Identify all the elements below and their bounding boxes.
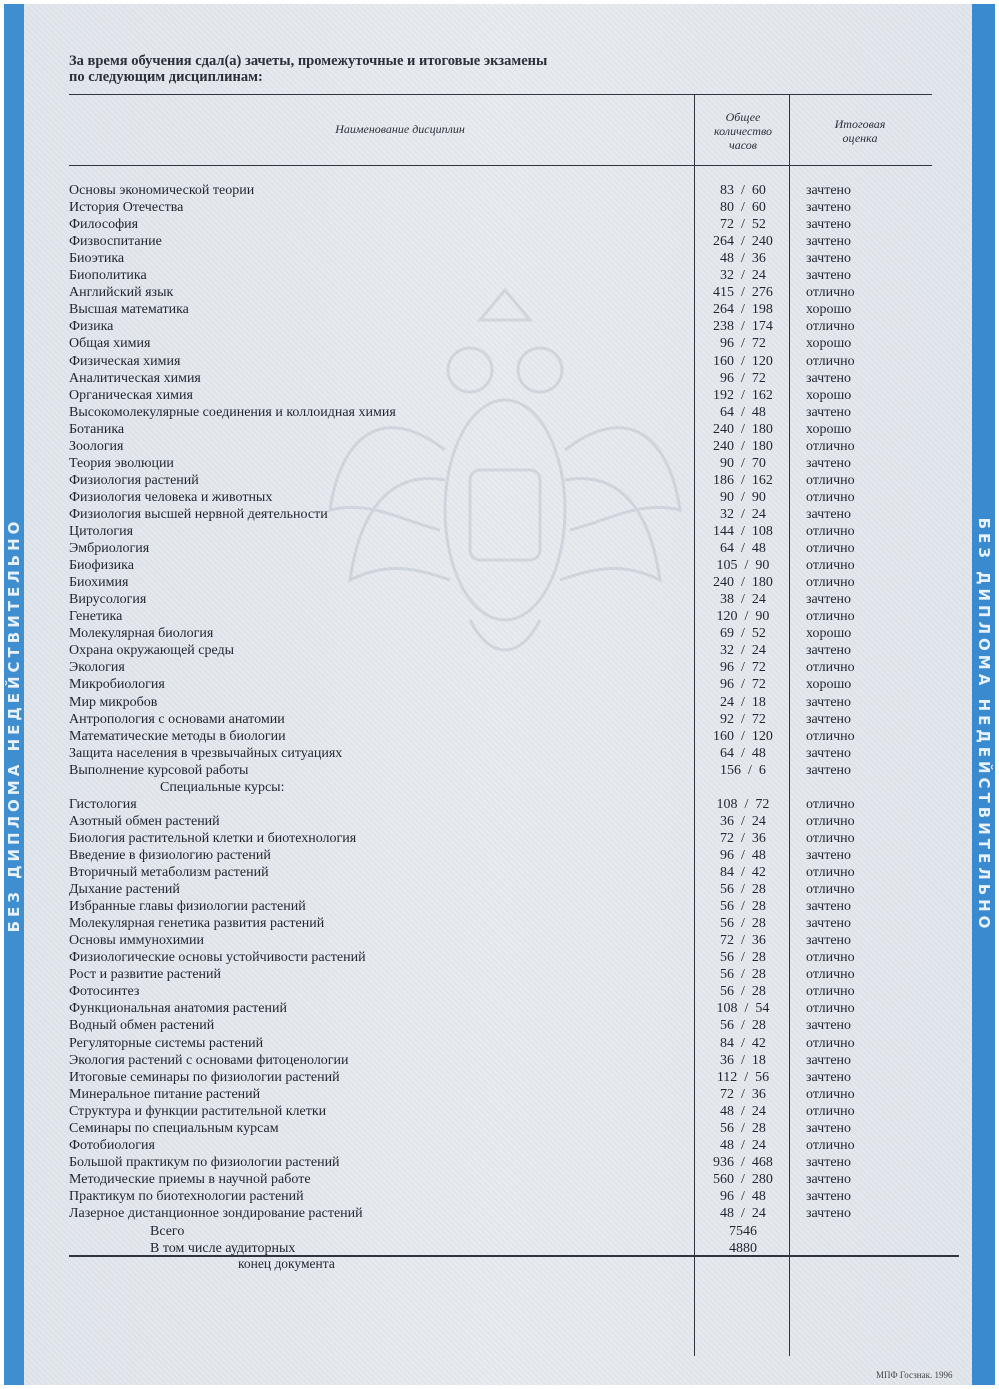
discipline-hours: 108 / 72: [716, 797, 770, 812]
special-courses-header: Специальные курсы:: [160, 780, 285, 795]
discipline-name: Биоэтика: [69, 251, 125, 266]
table-row: [0, 1205, 999, 1222]
table-row: [0, 1103, 999, 1120]
discipline-name: Лазерное дистанционное зондирование растений: [69, 1206, 363, 1221]
discipline-grade: отлично: [806, 984, 855, 999]
discipline-name: Экология: [69, 660, 125, 675]
discipline-grade: зачтено: [806, 183, 852, 198]
discipline-name: Органическая химия: [69, 388, 193, 403]
table-row: [0, 455, 999, 472]
discipline-grade: зачтено: [806, 234, 852, 249]
table-row: [0, 625, 999, 642]
table-row: [0, 557, 999, 574]
printer-mark: МПФ Госзнак. 1996: [876, 1370, 953, 1380]
discipline-hours: 264 / 198: [713, 302, 773, 317]
table-row: [0, 591, 999, 608]
table-row: [0, 284, 999, 301]
right-band-text: БЕЗ ДИПЛОМА НЕДЕЙСТВИТЕЛЬНО: [974, 517, 993, 932]
table-row: [0, 489, 999, 506]
discipline-grade: отлично: [806, 882, 855, 897]
discipline-hours: 144 / 108: [713, 524, 773, 539]
discipline-grade: отлично: [806, 285, 855, 300]
discipline-grade: хорошо: [806, 626, 852, 641]
discipline-grade: зачтено: [806, 746, 852, 761]
discipline-grade: отлично: [806, 1036, 855, 1051]
discipline-name: Общая химия: [69, 336, 151, 351]
discipline-hours: 72 / 36: [720, 831, 766, 846]
discipline-hours: 56 / 28: [720, 984, 766, 999]
discipline-grade: отлично: [806, 439, 855, 454]
discipline-grade: отлично: [806, 814, 855, 829]
discipline-hours: 32 / 24: [720, 507, 766, 522]
discipline-name: Физика: [69, 319, 114, 334]
table-row: [0, 1171, 999, 1188]
discipline-name: Цитология: [69, 524, 134, 539]
discipline-grade: отлично: [806, 831, 855, 846]
discipline-name: Вторичный метаболизм растений: [69, 865, 269, 880]
table-row: [0, 574, 999, 591]
discipline-grade: зачтено: [806, 1172, 852, 1187]
table-row: [0, 370, 999, 387]
table-row: [0, 301, 999, 318]
discipline-grade: отлично: [806, 1104, 855, 1119]
heading-line-1: За время обучения сдал(а) зачеты, промежуточные и итоговые экзамены: [69, 53, 548, 69]
discipline-grade: отлично: [806, 1087, 855, 1102]
table-row: [0, 523, 999, 540]
discipline-name: Итоговые семинары по физиологии растений: [69, 1070, 340, 1085]
discipline-hours: 56 / 28: [720, 1018, 766, 1033]
discipline-name: Антропология с основами анатомии: [69, 712, 285, 727]
table-row: [0, 949, 999, 966]
discipline-grade: зачтено: [806, 268, 852, 283]
discipline-name: Микробиология: [69, 677, 165, 692]
discipline-grade: отлично: [806, 319, 855, 334]
discipline-hours: 56 / 28: [720, 916, 766, 931]
discipline-grade: отлично: [806, 797, 855, 812]
column-header-name: Наименование дисциплин: [335, 122, 465, 136]
discipline-hours: 56 / 28: [720, 899, 766, 914]
discipline-hours: 64 / 48: [720, 405, 766, 420]
discipline-grade: отлично: [806, 950, 855, 965]
discipline-grade: зачтено: [806, 916, 852, 931]
discipline-grade: зачтено: [806, 763, 852, 778]
table-row: [0, 983, 999, 1000]
discipline-grade: зачтено: [806, 1155, 852, 1170]
discipline-grade: хорошо: [806, 677, 852, 692]
table-row: [0, 898, 999, 915]
table-row: [0, 233, 999, 250]
discipline-grade: зачтено: [806, 695, 852, 710]
discipline-grade: зачтено: [806, 200, 852, 215]
table-row: [0, 1000, 999, 1017]
table-row: [0, 796, 999, 813]
discipline-name: Биология растительной клетки и биотехнология: [69, 831, 357, 846]
discipline-hours: 36 / 18: [720, 1053, 766, 1068]
discipline-grade: зачтено: [806, 712, 852, 727]
discipline-grade: хорошо: [806, 388, 852, 403]
discipline-grade: отлично: [806, 354, 855, 369]
discipline-grade: отлично: [806, 1138, 855, 1153]
table-row: [0, 404, 999, 421]
discipline-name: Избранные главы физиологии растений: [69, 899, 306, 914]
discipline-hours: 112 / 56: [716, 1070, 770, 1085]
table-row: [0, 1137, 999, 1154]
discipline-hours: 96 / 72: [720, 371, 766, 386]
discipline-hours: 96 / 48: [720, 848, 766, 863]
discipline-hours: 156 / 6: [720, 763, 766, 778]
page-heading: [69, 53, 709, 85]
discipline-name: Семинары по специальным курсам: [69, 1121, 279, 1136]
table-row: [0, 745, 999, 762]
discipline-hours: 32 / 24: [720, 643, 766, 658]
table-row: [0, 182, 999, 199]
discipline-grade: зачтено: [806, 1206, 852, 1221]
discipline-name: Физвоспитание: [69, 234, 162, 249]
discipline-name: Теория эволюции: [69, 456, 174, 471]
discipline-grade: зачтено: [806, 405, 852, 420]
discipline-grade: зачтено: [806, 592, 852, 607]
total-label: Всего: [150, 1224, 185, 1239]
table-row: [0, 1069, 999, 1086]
discipline-name: Английский язык: [69, 285, 174, 300]
classroom-hours-value: 4880: [729, 1241, 757, 1256]
table-row: [0, 694, 999, 711]
discipline-name: Зоология: [69, 439, 124, 454]
discipline-grade: отлично: [806, 967, 855, 982]
discipline-name: Философия: [69, 217, 139, 232]
discipline-grade: отлично: [806, 865, 855, 880]
table-row: [0, 250, 999, 267]
discipline-name: Охрана окружающей среды: [69, 643, 235, 658]
end-of-document: конец документа: [238, 1256, 335, 1271]
discipline-hours: 160 / 120: [713, 354, 773, 369]
discipline-name: Рост и развитие растений: [69, 967, 222, 982]
discipline-name: Защита населения в чрезвычайных ситуациях: [69, 746, 343, 761]
discipline-name: Ботаника: [69, 422, 125, 437]
discipline-grade: отлично: [806, 558, 855, 573]
discipline-name: Функциональная анатомия растений: [69, 1001, 287, 1016]
discipline-hours: 72 / 36: [720, 1087, 766, 1102]
discipline-hours: 48 / 24: [720, 1104, 766, 1119]
discipline-hours: 38 / 24: [720, 592, 766, 607]
discipline-name: Аналитическая химия: [69, 371, 201, 386]
table-row: [0, 318, 999, 335]
table-row: [0, 387, 999, 404]
discipline-grade: зачтено: [806, 899, 852, 914]
discipline-grade: зачтено: [806, 371, 852, 386]
discipline-hours: 48 / 36: [720, 251, 766, 266]
discipline-hours: 83 / 60: [720, 183, 766, 198]
table-row: [0, 676, 999, 693]
table-row: [0, 642, 999, 659]
table-row: [0, 915, 999, 932]
discipline-name: Физическая химия: [69, 354, 181, 369]
discipline-hours: 36 / 24: [720, 814, 766, 829]
table-row: [0, 728, 999, 745]
discipline-hours: 560 / 280: [713, 1172, 773, 1187]
discipline-grade: зачтено: [806, 933, 852, 948]
table-row: [0, 216, 999, 233]
discipline-name: Математические методы в биологии: [69, 729, 286, 744]
discipline-name: Методические приемы в научной работе: [69, 1172, 311, 1187]
table-row: [0, 864, 999, 881]
table-row: [0, 711, 999, 728]
table-row: [0, 1086, 999, 1103]
discipline-grade: отлично: [806, 473, 855, 488]
discipline-name: Азотный обмен растений: [69, 814, 220, 829]
discipline-name: Выполнение курсовой работы: [69, 763, 249, 778]
table-top-rule: [69, 94, 932, 95]
table-row: [0, 813, 999, 830]
table-row: [0, 966, 999, 983]
discipline-hours: 48 / 24: [720, 1206, 766, 1221]
table-row: [0, 472, 999, 489]
discipline-hours: 96 / 72: [720, 677, 766, 692]
table-row: [0, 267, 999, 284]
table-row: [0, 506, 999, 523]
discipline-hours: 240 / 180: [713, 575, 773, 590]
discipline-name: Физиологические основы устойчивости растений: [69, 950, 366, 965]
discipline-grade: зачтено: [806, 456, 852, 471]
discipline-grade: отлично: [806, 1001, 855, 1016]
discipline-hours: 264 / 240: [713, 234, 773, 249]
discipline-grade: отлично: [806, 575, 855, 590]
table-row: [0, 847, 999, 864]
discipline-hours: 90 / 90: [720, 490, 766, 505]
table-row: [0, 438, 999, 455]
discipline-hours: 84 / 42: [720, 865, 766, 880]
discipline-grade: зачтено: [806, 507, 852, 522]
table-row: [0, 608, 999, 625]
discipline-name: Биохимия: [69, 575, 129, 590]
discipline-hours: 415 / 276: [713, 285, 773, 300]
table-row: [0, 830, 999, 847]
table-row: [0, 659, 999, 676]
discipline-hours: 56 / 28: [720, 967, 766, 982]
discipline-hours: 238 / 174: [713, 319, 773, 334]
discipline-name: Молекулярная биология: [69, 626, 214, 641]
discipline-hours: 96 / 72: [720, 660, 766, 675]
discipline-grade: зачтено: [806, 1053, 852, 1068]
classroom-hours-label: В том числе аудиторных: [150, 1241, 296, 1256]
discipline-name: Гистология: [69, 797, 137, 812]
discipline-name: Физиология растений: [69, 473, 199, 488]
discipline-grade: отлично: [806, 490, 855, 505]
discipline-name: Регуляторные системы растений: [69, 1036, 264, 1051]
table-row: [0, 762, 999, 779]
discipline-grade: отлично: [806, 729, 855, 744]
discipline-name: Генетика: [69, 609, 123, 624]
discipline-name: Высокомолекулярные соединения и коллоидная химия: [69, 405, 396, 420]
table-row: [0, 1035, 999, 1052]
discipline-hours: 936 / 468: [713, 1155, 773, 1170]
table-row: [0, 335, 999, 352]
discipline-name: Структура и функции растительной клетки: [69, 1104, 327, 1119]
discipline-grade: хорошо: [806, 422, 852, 437]
discipline-name: Минеральное питание растений: [69, 1087, 261, 1102]
discipline-grade: зачтено: [806, 848, 852, 863]
discipline-hours: 120 / 90: [716, 609, 770, 624]
table-row: [0, 1188, 999, 1205]
discipline-hours: 48 / 24: [720, 1138, 766, 1153]
discipline-hours: 105 / 90: [716, 558, 770, 573]
discipline-grade: зачтено: [806, 1189, 852, 1204]
discipline-grade: отлично: [806, 524, 855, 539]
discipline-hours: 56 / 28: [720, 882, 766, 897]
table-row: [0, 199, 999, 216]
discipline-hours: 240 / 180: [713, 439, 773, 454]
discipline-hours: 56 / 28: [720, 1121, 766, 1136]
column-header-grade: Итоговая оценка: [834, 117, 886, 145]
discipline-hours: 24 / 18: [720, 695, 766, 710]
discipline-grade: зачтено: [806, 1121, 852, 1136]
table-row: [0, 1052, 999, 1069]
discipline-hours: 69 / 52: [720, 626, 766, 641]
discipline-name: Высшая математика: [69, 302, 189, 317]
discipline-name: Фотосинтез: [69, 984, 140, 999]
discipline-grade: зачтено: [806, 1018, 852, 1033]
discipline-hours: 92 / 72: [720, 712, 766, 727]
discipline-name: Основы иммунохимии: [69, 933, 205, 948]
discipline-hours: 80 / 60: [720, 200, 766, 215]
discipline-name: Вирусология: [69, 592, 147, 607]
discipline-hours: 108 / 54: [716, 1001, 770, 1016]
discipline-hours: 96 / 72: [720, 336, 766, 351]
discipline-hours: 96 / 48: [720, 1189, 766, 1204]
discipline-name: Большой практикум по физиологии растений: [69, 1155, 340, 1170]
discipline-hours: 72 / 52: [720, 217, 766, 232]
discipline-name: Молекулярная генетика развития растений: [69, 916, 325, 931]
discipline-hours: 72 / 36: [720, 933, 766, 948]
discipline-name: История Отечества: [69, 200, 184, 215]
left-band-text: БЕЗ ДИПЛОМА НЕДЕЙСТВИТЕЛЬНО: [5, 517, 23, 932]
discipline-name: Фотобиология: [69, 1138, 155, 1153]
table-row: [0, 1120, 999, 1137]
discipline-hours: 160 / 120: [713, 729, 773, 744]
discipline-grade: зачтено: [806, 217, 852, 232]
table-row: [0, 353, 999, 370]
discipline-hours: 240 / 180: [713, 422, 773, 437]
discipline-name: Физиология высшей нервной деятельности: [69, 507, 328, 522]
discipline-name: Биофизика: [69, 558, 134, 573]
discipline-hours: 90 / 70: [720, 456, 766, 471]
discipline-name: Дыхание растений: [69, 882, 180, 897]
table-row: [0, 540, 999, 557]
table-row: [0, 881, 999, 898]
discipline-hours: 56 / 28: [720, 950, 766, 965]
discipline-hours: 64 / 48: [720, 746, 766, 761]
table-row: [0, 1154, 999, 1171]
discipline-name: Мир микробов: [69, 695, 158, 710]
table-row: [0, 1017, 999, 1034]
discipline-hours: 64 / 48: [720, 541, 766, 556]
discipline-name: Практикум по биотехнологии растений: [69, 1189, 304, 1204]
discipline-grade: хорошо: [806, 336, 852, 351]
discipline-grade: зачтено: [806, 251, 852, 266]
discipline-name: Экология растений с основами фитоценологии: [69, 1053, 349, 1068]
total-value: 7546: [729, 1224, 757, 1239]
discipline-hours: 192 / 162: [713, 388, 773, 403]
table-row: [0, 932, 999, 949]
discipline-grade: хорошо: [806, 302, 852, 317]
discipline-grade: отлично: [806, 660, 855, 675]
discipline-hours: 186 / 162: [713, 473, 773, 488]
table-header-rule: [69, 165, 932, 166]
discipline-hours: 84 / 42: [720, 1036, 766, 1051]
table-row: [0, 421, 999, 438]
discipline-name: Физиология человека и животных: [69, 490, 273, 505]
discipline-name: Водный обмен растений: [69, 1018, 215, 1033]
discipline-name: Основы экономической теории: [69, 183, 255, 198]
column-header-hours: Общее количество часов: [713, 110, 773, 152]
discipline-name: Введение в физиологию растений: [69, 848, 271, 863]
discipline-grade: зачтено: [806, 1070, 852, 1085]
discipline-grade: отлично: [806, 541, 855, 556]
discipline-grade: зачтено: [806, 643, 852, 658]
discipline-name: Эмбриология: [69, 541, 150, 556]
discipline-name: Биополитика: [69, 268, 147, 283]
heading-line-2: по следующим дисциплинам:: [69, 69, 263, 85]
discipline-grade: отлично: [806, 609, 855, 624]
discipline-hours: 32 / 24: [720, 268, 766, 283]
